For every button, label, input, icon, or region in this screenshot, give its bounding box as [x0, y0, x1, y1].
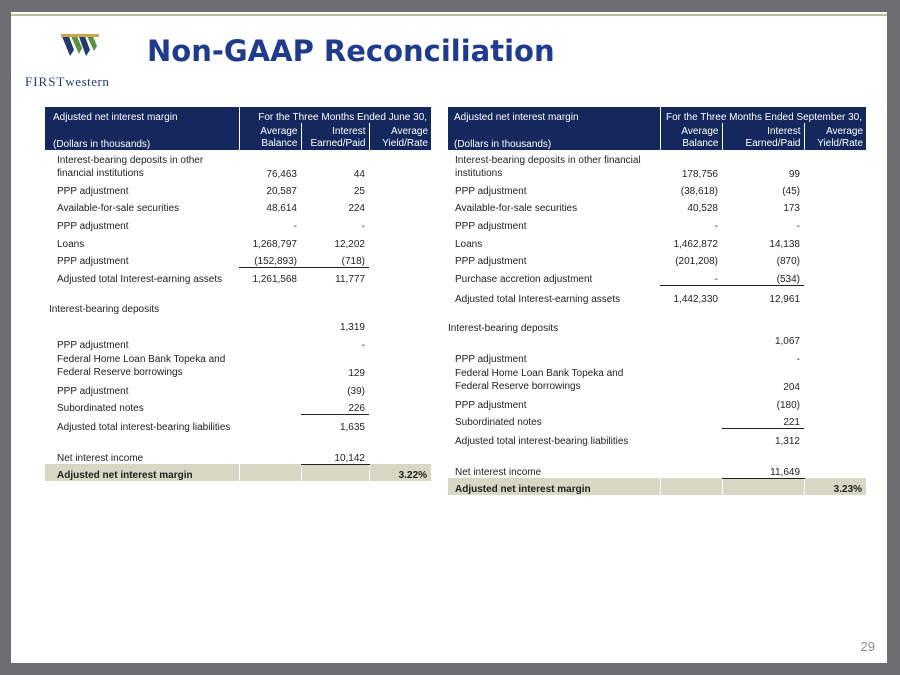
row-interest: 221	[722, 411, 804, 428]
table-header-row	[448, 107, 866, 123]
margin-row	[448, 478, 866, 495]
row-interest: 204	[783, 382, 800, 393]
logo-word-first: FIRST	[25, 74, 66, 89]
top-rule	[11, 14, 887, 16]
column-header-row	[45, 123, 431, 150]
table-row	[45, 447, 431, 464]
row-label: PPP adjustment	[455, 256, 527, 267]
row-label: PPP adjustment	[57, 386, 129, 397]
table-row	[448, 393, 866, 411]
page-number: 29	[860, 639, 875, 654]
row-label: Adjusted total interest-bearing liabilities	[57, 422, 231, 433]
row-balance: 1,268,797	[252, 239, 297, 250]
row-interest: 1,067	[774, 336, 800, 347]
row-interest: 1,312	[774, 436, 800, 447]
col-average-balance: Average Balance	[239, 123, 301, 150]
row-balance: 48,614	[266, 203, 297, 214]
row-label: PPP adjustment	[455, 186, 527, 197]
margin-label: Adjusted net interest margin	[448, 478, 660, 495]
margin-label: Adjusted net interest margin	[45, 464, 239, 481]
row-label: PPP adjustment	[57, 340, 129, 351]
row-interest: -	[361, 221, 365, 232]
row-label: Interest-bearing deposits	[49, 304, 160, 315]
row-label: Loans	[57, 239, 85, 250]
row-label: PPP adjustment	[57, 256, 129, 267]
row-label: Subordinated notes	[57, 403, 144, 414]
table-row	[45, 232, 431, 250]
units-label: (Dollars in thousands)	[448, 123, 660, 150]
row-balance: 40,528	[687, 203, 718, 214]
left-reconciliation-table	[45, 107, 431, 481]
logo-wordmark	[25, 74, 145, 90]
row-label: Adjusted total Interest-earning assets	[57, 274, 223, 285]
table-row	[45, 214, 431, 232]
row-balance: 178,756	[681, 169, 718, 180]
row-label: Subordinated notes	[455, 417, 542, 428]
row-label: Adjusted total Interest-earning assets	[455, 294, 621, 305]
row-label: Interest-bearing deposits	[448, 323, 559, 334]
row-balance: -	[714, 221, 718, 232]
row-label: Interest-bearing deposits in other financial institutions	[455, 155, 641, 179]
period-header: For the Three Months Ended September 30,	[660, 107, 866, 123]
page-title: Non-GAAP Reconciliation	[147, 34, 555, 68]
row-label: Interest-bearing deposits in other financial institutions	[57, 155, 204, 179]
table-title: Adjusted net interest margin	[448, 107, 660, 123]
row-balance: 1,462,872	[673, 239, 718, 250]
table-row	[45, 180, 431, 197]
table-row	[448, 232, 866, 250]
logo-word-second: western	[65, 74, 110, 89]
row-interest: 224	[348, 203, 365, 214]
row-interest: (870)	[776, 256, 800, 267]
table-row	[45, 351, 431, 379]
table-row	[448, 347, 866, 365]
table-row	[45, 414, 431, 433]
row-label: Purchase accretion adjustment	[455, 274, 593, 285]
units-label: (Dollars in thousands)	[45, 123, 239, 150]
row-interest: 173	[783, 203, 800, 214]
table-row	[448, 214, 866, 232]
row-label: PPP adjustment	[455, 221, 527, 232]
row-interest: 12,961	[769, 294, 800, 305]
right-reconciliation-table	[448, 107, 866, 495]
column-header-row	[448, 123, 866, 150]
row-interest: 11,777	[335, 274, 365, 285]
margin-value: 3.22%	[369, 464, 431, 481]
row-interest: (534)	[722, 267, 804, 285]
row-interest: 11,649	[722, 461, 804, 478]
period-header: For the Three Months Ended June 30,	[239, 107, 431, 123]
row-label: Loans	[455, 239, 483, 250]
row-label: Federal Home Loan Bank Topeka and Federal Reserve borrowings	[57, 354, 226, 378]
table-row	[448, 285, 866, 305]
company-logo	[25, 34, 135, 94]
row-interest: 226	[301, 397, 369, 414]
row-balance: 76,463	[266, 169, 297, 180]
row-balance: 1,442,330	[673, 294, 718, 305]
row-balance: (38,618)	[680, 186, 718, 197]
row-balance: (152,893)	[239, 250, 301, 267]
row-label: PPP adjustment	[455, 354, 527, 365]
row-balance: -	[660, 267, 722, 285]
slide	[11, 12, 887, 663]
row-label: PPP adjustment	[455, 400, 527, 411]
table-row	[45, 379, 431, 397]
table-row	[45, 333, 431, 351]
row-interest: (39)	[347, 386, 365, 397]
table-row	[448, 197, 866, 214]
row-interest: 99	[788, 169, 800, 180]
table-row	[45, 397, 431, 414]
table-row	[448, 150, 866, 180]
table-row	[45, 197, 431, 214]
row-balance: (201,208)	[675, 256, 718, 267]
table-row	[448, 428, 866, 447]
row-interest: 44	[353, 169, 365, 180]
row-balance: 1,261,568	[252, 274, 297, 285]
row-label: Net interest income	[57, 453, 144, 464]
row-interest: 25	[353, 186, 365, 197]
row-label: Net interest income	[455, 467, 542, 478]
col-average-yield: Average Yield/Rate	[369, 123, 431, 150]
row-balance: -	[293, 221, 297, 232]
row-interest: 129	[348, 368, 365, 379]
table-row	[45, 267, 431, 285]
row-label: Adjusted total interest-bearing liabilities	[455, 436, 629, 447]
row-label: Available-for-sale securities	[57, 203, 180, 214]
table-row	[448, 267, 866, 285]
table-row	[448, 365, 866, 393]
row-balance: 20,587	[266, 186, 297, 197]
col-interest-earned: Interest Earned/Paid	[722, 123, 804, 150]
logo-w-mark-icon	[61, 34, 99, 56]
margin-value: 3.23%	[804, 478, 866, 495]
row-interest: (718)	[301, 250, 369, 267]
row-label: Federal Home Loan Bank Topeka and Federal Reserve borrowings	[455, 368, 624, 392]
row-interest: 10,142	[301, 447, 369, 464]
margin-row	[45, 464, 431, 481]
row-label: PPP adjustment	[57, 186, 129, 197]
col-interest-earned: Interest Earned/Paid	[301, 123, 369, 150]
col-average-yield: Average Yield/Rate	[804, 123, 866, 150]
row-interest: -	[796, 221, 800, 232]
table-row	[45, 299, 431, 333]
row-label: PPP adjustment	[57, 221, 129, 232]
row-interest: (45)	[782, 186, 800, 197]
table-row	[45, 250, 431, 267]
table-header-row	[45, 107, 431, 123]
col-average-balance: Average Balance	[660, 123, 722, 150]
row-interest: 14,138	[769, 239, 800, 250]
table-row	[448, 317, 866, 347]
table-row	[448, 250, 866, 267]
row-interest: 1,635	[339, 422, 365, 433]
table-row	[448, 180, 866, 197]
row-interest: 12,202	[334, 239, 365, 250]
row-label: Available-for-sale securities	[455, 203, 578, 214]
row-interest: 1,319	[339, 322, 365, 333]
table-row	[448, 461, 866, 478]
table-title: Adjusted net interest margin	[45, 107, 239, 123]
table-row	[45, 150, 431, 180]
row-interest: -	[361, 340, 365, 351]
row-interest: (180)	[776, 400, 800, 411]
row-interest: -	[796, 354, 800, 365]
table-row	[448, 411, 866, 428]
